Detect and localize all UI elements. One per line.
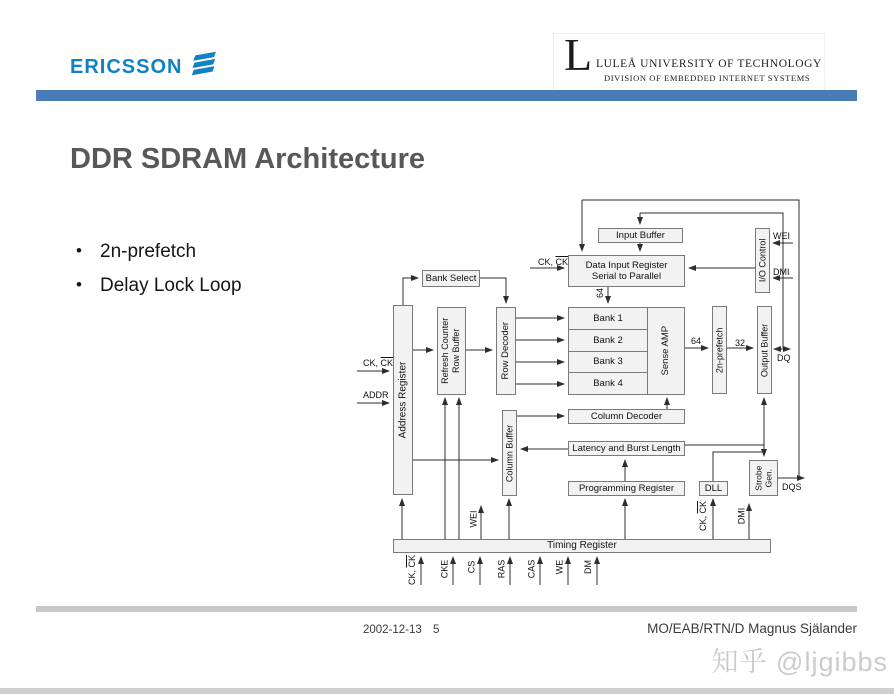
- block-banks: [568, 307, 648, 395]
- university-initial: L: [564, 29, 593, 80]
- watermark: 知乎 @ljgibbs: [711, 647, 888, 677]
- block-io-control: I/O Control: [755, 228, 770, 293]
- bottom-edge-bar: [0, 688, 894, 694]
- footer-page-number: 5: [433, 624, 440, 636]
- block-refresh-counter: Refresh Counter Row Buffer: [437, 307, 466, 395]
- block-column-decoder: Column Decoder: [568, 409, 685, 424]
- bank-row: Bank 2: [569, 329, 647, 351]
- signal-dmi: DMI: [773, 267, 790, 277]
- university-name: LULEÅ UNIVERSITY OF TECHNOLOGY: [596, 58, 822, 70]
- block-programming-register: Programming Register: [568, 481, 685, 496]
- bullet-icon: •: [76, 275, 82, 294]
- block-strobe-gen: Strobe Gen.: [749, 460, 778, 496]
- block-dll: DLL: [699, 481, 728, 496]
- bullet-icon: •: [76, 241, 82, 260]
- block-row-decoder: Row Decoder: [496, 307, 516, 395]
- slide-page: ERICSSON L LULEÅ UNIVERSITY OF TECHNOLOGY DIVISION OF EMBEDDED INTERNET SYSTEMS DDR SDRAM Architecture • 2n-prefetch • Delay Lock Loop Input Buffer Data Input Register Serial to Parallel I/O Control Bank Select Address Register Refresh Counter Row Buffer Row Decoder Bank 1 Bank 2 Bank 3 Bank 4 Sense AMP 2n-prefetch Output Buffer Column Buffer Column Decoder Latency and Burst Length Programming Register DLL Strobe Gen. Timing Register CK, $\overline{CK}$ WEI DMI 64 CK, $\overline{CK}$ ADDR 64 32 DQ DQS WEI CK, $\overline{CK}$ DMI CK, $\overline{CK}$ CKE CS RAS CAS WE DM 2002-12-13 5 MO/EAB/RTN/D Magnus Själander 知乎 @ljgibbs: [0, 0, 894, 694]
- signal-addr: ADDR: [363, 390, 389, 400]
- block-input-buffer: Input Buffer: [598, 228, 683, 243]
- bank-row: Bank 3: [569, 351, 647, 373]
- bank-row: Bank 1: [593, 312, 623, 324]
- block-data-input-register: Data Input Register Serial to Parallel: [568, 255, 685, 287]
- signal-bus64: 64: [691, 336, 702, 346]
- signal-dq: DQ: [777, 353, 791, 363]
- block-2n-prefetch: 2n-prefetch: [712, 306, 727, 394]
- signal-dqs: DQS: [782, 482, 802, 492]
- block-output-buffer: Output Buffer: [757, 306, 772, 394]
- bank-row: Bank 4: [569, 372, 647, 394]
- signal-bus32: 32: [735, 338, 746, 348]
- block-latency-burst-length: Latency and Burst Length: [568, 441, 685, 456]
- bullet-label: 2n-prefetch: [100, 241, 197, 262]
- block-timing-register: Timing Register: [393, 539, 771, 553]
- footer-divider-bar: [36, 606, 857, 612]
- bullet-label: Delay Lock Loop: [100, 275, 242, 296]
- signal-ck-data-input: CK, $\overline{CK}$: [538, 257, 569, 267]
- footer-author: MO/EAB/RTN/D Magnus Själander: [647, 621, 857, 636]
- ericsson-wordmark: ERICSSON: [70, 55, 183, 78]
- block-address-register: Address Register: [393, 305, 413, 495]
- block-sense-amp: Sense AMP: [647, 307, 685, 395]
- block-column-buffer: Column Buffer: [502, 410, 517, 496]
- block-bank-select: Bank Select: [422, 270, 480, 287]
- signal-wei: WEI: [773, 231, 790, 241]
- signal-ck-address: CK, $\overline{CK}$: [363, 358, 394, 368]
- page-title: DDR SDRAM Architecture: [70, 143, 426, 175]
- university-division: DIVISION OF EMBEDDED INTERNET SYSTEMS: [604, 73, 811, 83]
- footer-date: 2002-12-13: [363, 624, 422, 636]
